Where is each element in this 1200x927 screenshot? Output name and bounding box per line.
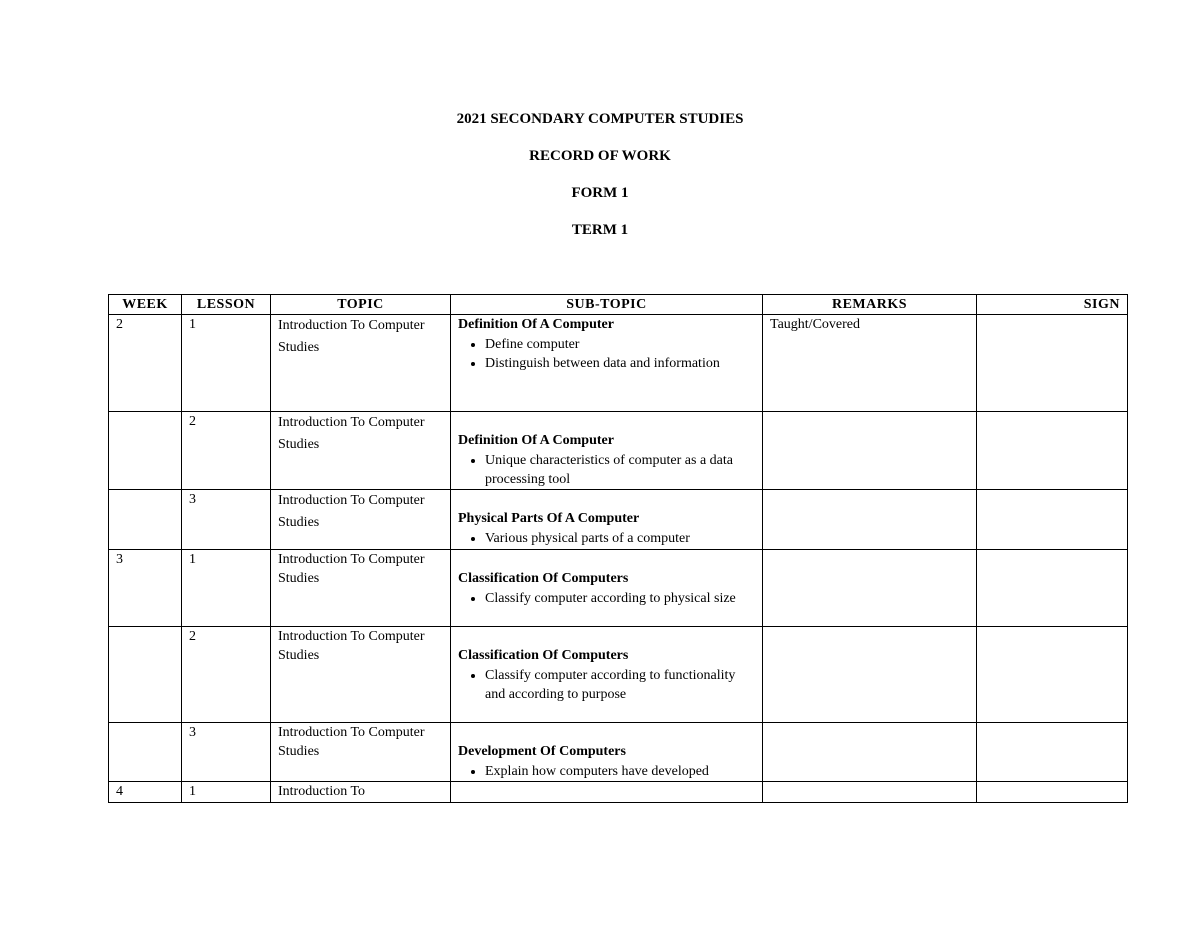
topic-cell xyxy=(271,782,451,803)
record-heading: RECORD OF WORK xyxy=(529,148,671,164)
week-cell: 3 xyxy=(109,550,182,627)
subtopic-cell xyxy=(451,490,763,550)
topic-text: Introduction To Computer Studies xyxy=(278,415,425,452)
subtopic-point: • Explain how computers have developed xyxy=(485,762,755,781)
topic-text: Introduction To Computer Studies xyxy=(278,552,425,586)
sign-cell xyxy=(977,412,1128,490)
col-header-remarks: REMARKS xyxy=(763,295,977,315)
subtopic-heading: Development Of Computers xyxy=(458,744,626,759)
record-table xyxy=(108,294,1128,803)
week-cell xyxy=(109,627,182,723)
topic-cell xyxy=(271,723,451,782)
col-header-topic: TOPIC xyxy=(271,295,451,315)
subtopic-point: • Classify computer according to physical size xyxy=(485,589,755,608)
subtopic-cell xyxy=(451,315,763,412)
subtopic-cell xyxy=(451,782,763,803)
subtopic-heading: Definition Of A Computer xyxy=(458,317,614,332)
form-heading: FORM 1 xyxy=(571,185,629,201)
week-cell: 4 xyxy=(109,782,182,803)
subtopic-points xyxy=(458,335,755,373)
topic-text: Introduction To xyxy=(278,784,366,799)
sign-cell xyxy=(977,723,1128,782)
topic-text: Introduction To Computer Studies xyxy=(278,493,425,530)
topic-cell xyxy=(271,412,451,490)
remarks-cell xyxy=(763,723,977,782)
lesson-cell: 1 xyxy=(182,782,271,803)
subtopic-points xyxy=(458,451,755,489)
document-header xyxy=(0,108,1200,256)
sign-cell xyxy=(977,550,1128,627)
term-heading: TERM 1 xyxy=(571,222,629,238)
lesson-cell: 1 xyxy=(182,315,271,412)
lesson-cell: 3 xyxy=(182,723,271,782)
col-header-subtopic: SUB-TOPIC xyxy=(451,295,763,315)
remarks-cell xyxy=(763,627,977,723)
table-header-row xyxy=(109,295,1128,315)
week-cell: 2 xyxy=(109,315,182,412)
lesson-cell: 1 xyxy=(182,550,271,627)
sign-cell xyxy=(977,627,1128,723)
sign-cell xyxy=(977,782,1128,803)
subtopic-point: • Classify computer according to functionality and according to purpose xyxy=(485,666,755,704)
subtopic-point: • Unique characteristics of computer as a data processing tool xyxy=(485,451,755,489)
table-row xyxy=(109,490,1128,550)
remarks-cell xyxy=(763,412,977,490)
subtopic-heading: Classification Of Computers xyxy=(458,648,629,663)
table-row xyxy=(109,782,1128,803)
topic-cell xyxy=(271,315,451,412)
topic-text: Introduction To Computer Studies xyxy=(278,629,425,663)
subtopic-heading: Physical Parts Of A Computer xyxy=(458,511,640,526)
col-header-sign: SIGN xyxy=(977,295,1128,315)
subtopic-cell xyxy=(451,627,763,723)
lesson-cell: 2 xyxy=(182,627,271,723)
subtopic-cell xyxy=(451,723,763,782)
topic-text: Introduction To Computer Studies xyxy=(278,725,425,759)
table-row xyxy=(109,627,1128,723)
col-header-week: WEEK xyxy=(109,295,182,315)
topic-cell xyxy=(271,490,451,550)
subtopic-cell xyxy=(451,550,763,627)
remarks-cell: Taught/Covered xyxy=(763,315,977,412)
week-cell xyxy=(109,490,182,550)
subtopic-point: • Distinguish between data and information xyxy=(485,354,755,373)
subtopic-point: • Define computer xyxy=(485,335,755,354)
table-row xyxy=(109,412,1128,490)
topic-cell xyxy=(271,550,451,627)
subtopic-points xyxy=(458,529,755,548)
sign-cell xyxy=(977,315,1128,412)
table-row xyxy=(109,550,1128,627)
topic-text: Introduction To Computer Studies xyxy=(278,318,425,355)
week-cell xyxy=(109,723,182,782)
remarks-cell xyxy=(763,490,977,550)
remarks-cell xyxy=(763,550,977,627)
remarks-cell xyxy=(763,782,977,803)
subtopic-points xyxy=(458,762,755,781)
col-header-lesson: LESSON xyxy=(182,295,271,315)
table-row xyxy=(109,315,1128,412)
subtopic-cell xyxy=(451,412,763,490)
subtopic-heading: Classification Of Computers xyxy=(458,571,629,586)
sign-cell xyxy=(977,490,1128,550)
subtopic-points xyxy=(458,666,755,704)
week-cell xyxy=(109,412,182,490)
lesson-cell: 2 xyxy=(182,412,271,490)
table-row xyxy=(109,723,1128,782)
subtopic-points xyxy=(458,589,755,608)
subtopic-heading: Definition Of A Computer xyxy=(458,433,614,448)
lesson-cell: 3 xyxy=(182,490,271,550)
subtopic-point: • Various physical parts of a computer xyxy=(485,529,755,548)
topic-cell xyxy=(271,627,451,723)
document-title: 2021 SECONDARY COMPUTER STUDIES xyxy=(456,111,744,127)
